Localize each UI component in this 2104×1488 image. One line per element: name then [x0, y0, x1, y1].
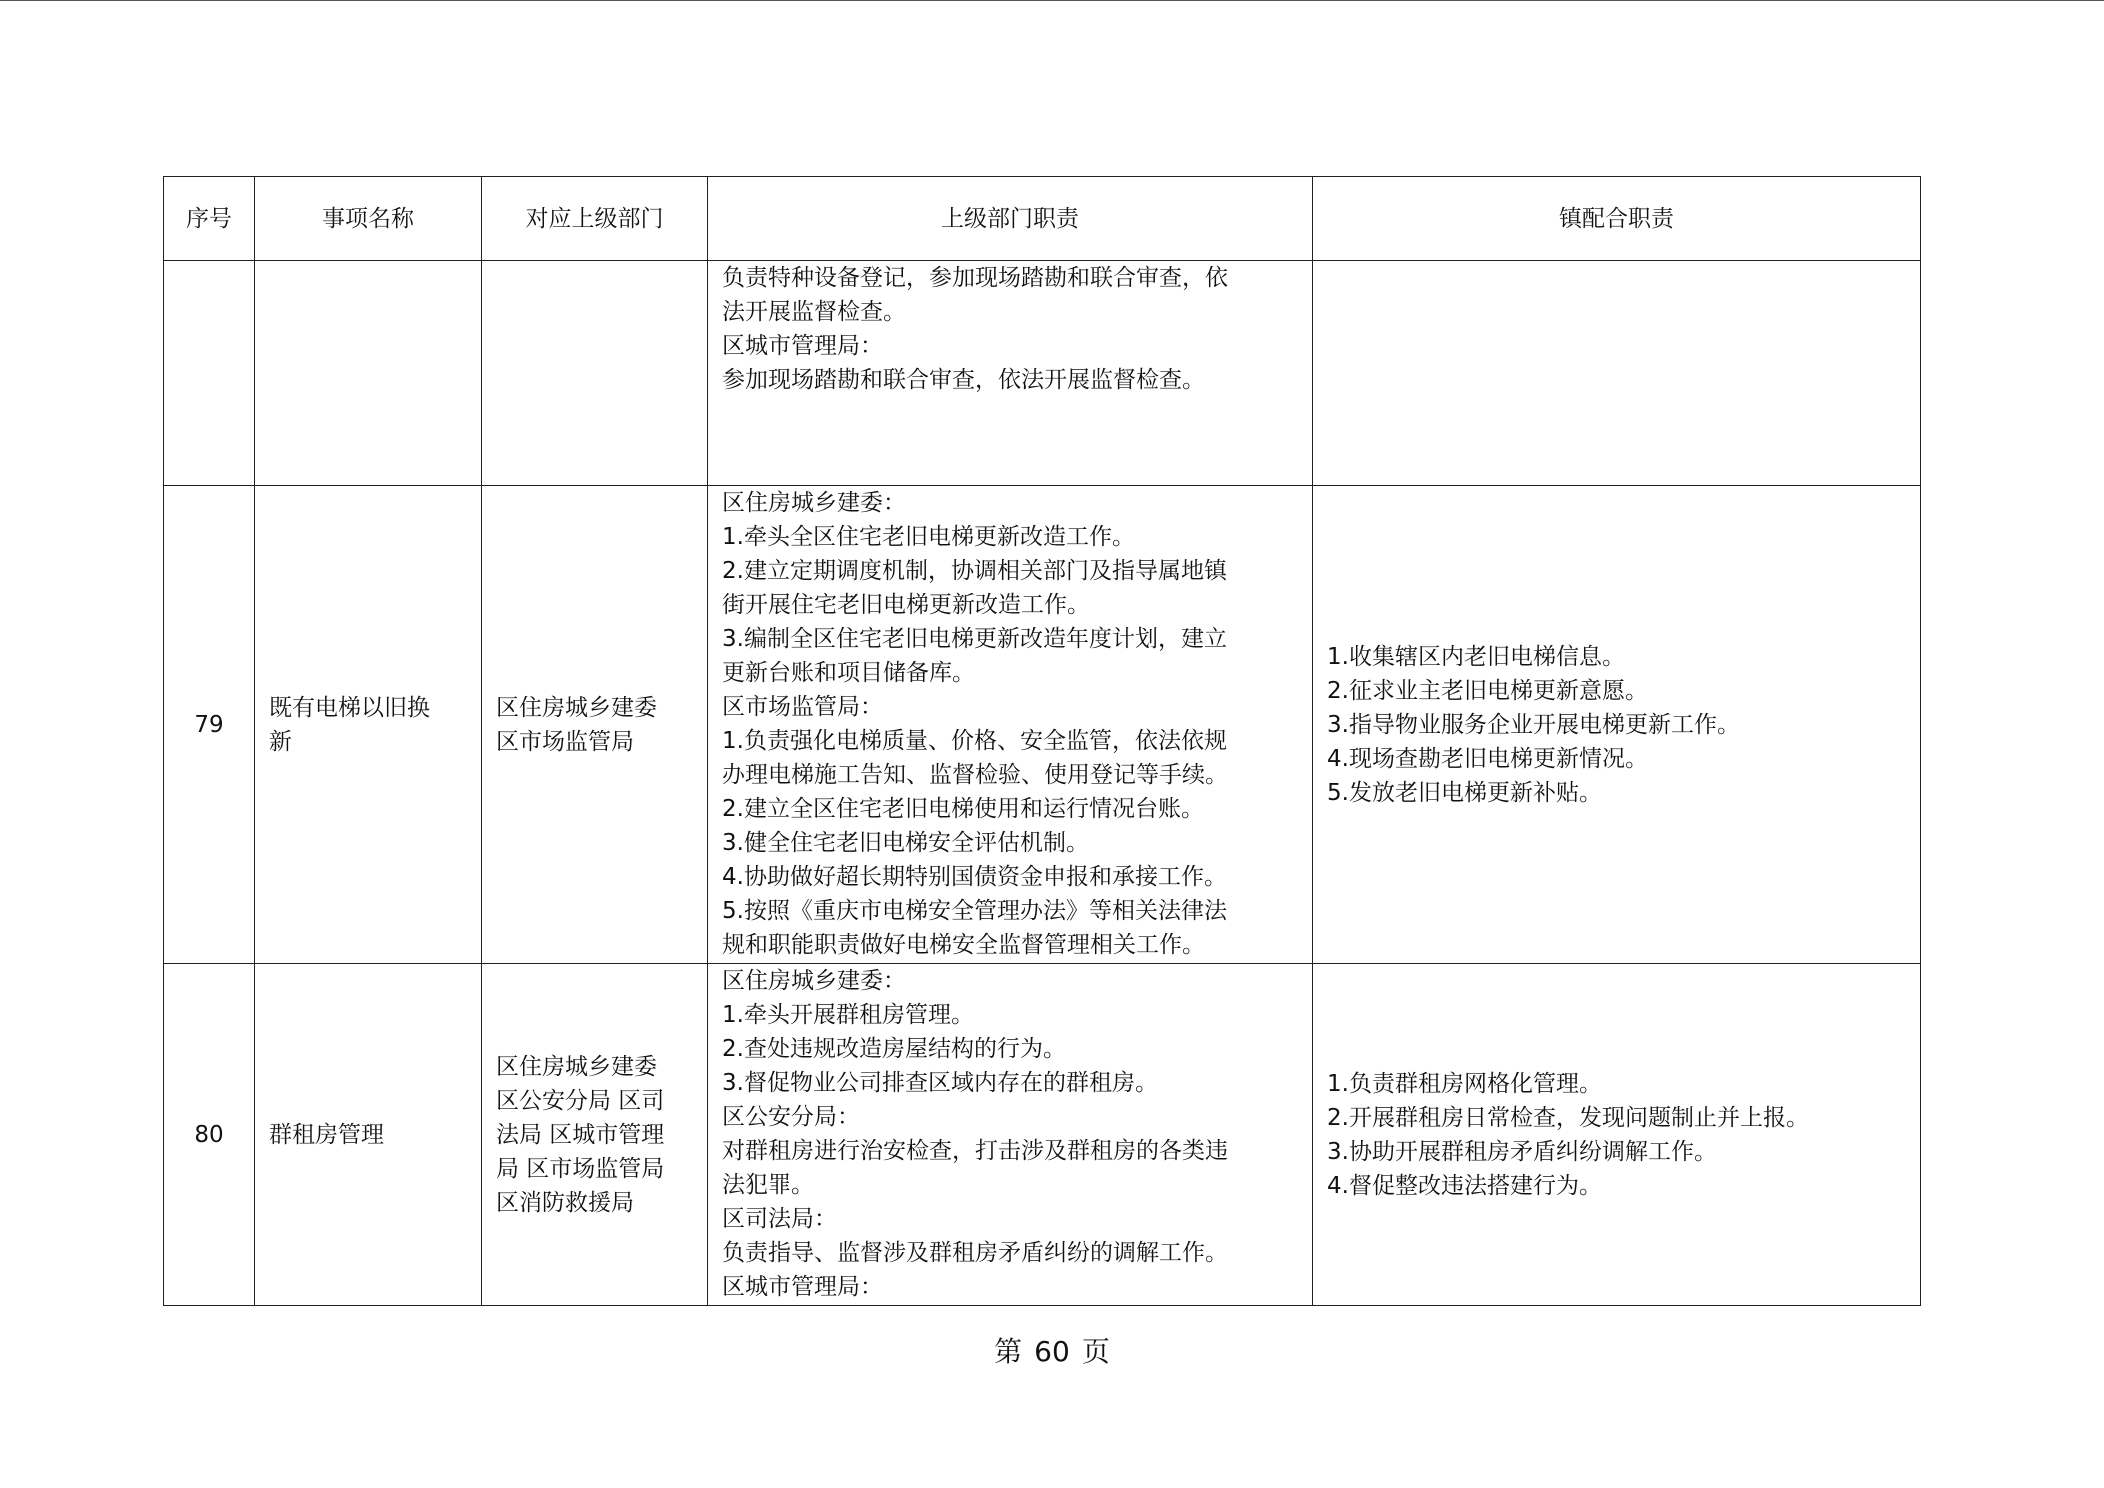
page-number — [0, 1332, 2104, 1372]
superior-duty-line: 1.负责强化电梯质量、价格、安全监管，依法依规 — [722, 728, 1227, 754]
superior-duty-line: 办理电梯施工告知、监督检验、使用登记等手续。 — [722, 762, 1228, 788]
item-name-cell — [255, 261, 482, 486]
superior-duty-line: 法开展监督检查。 — [722, 299, 906, 325]
superior-dept-cell — [482, 486, 708, 964]
superior-duty-line: 3.督促物业公司排查区域内存在的群租房。 — [722, 1070, 1158, 1096]
header-dept: 对应上级部门 — [482, 177, 708, 261]
town-duty-line: 3.指导物业服务企业开展电梯更新工作。 — [1327, 711, 1740, 738]
top-border-line — [0, 0, 2104, 1]
superior-duty-cell — [708, 964, 1313, 1306]
superior-duty-line: 3.健全住宅老旧电梯安全评估机制。 — [722, 830, 1089, 856]
table-row-79 — [164, 486, 1921, 964]
superior-dept-line: 区住房城乡建委 — [496, 694, 657, 721]
superior-duty-line: 对群租房进行治安检查，打击涉及群租房的各类违 — [722, 1138, 1228, 1164]
header-name: 事项名称 — [255, 177, 482, 261]
town-duty-line: 1.收集辖区内老旧电梯信息。 — [1327, 643, 1625, 670]
superior-duty-cell — [708, 261, 1313, 486]
town-duty-line: 4.督促整改违法搭建行为。 — [1327, 1172, 1602, 1199]
superior-dept-line: 区公安分局 区司 — [496, 1087, 665, 1114]
item-number-cell: 80 — [164, 964, 255, 1306]
superior-duty-line: 区司法局： — [722, 1206, 837, 1232]
town-duty-line: 2.开展群租房日常检查，发现问题制止并上报。 — [1327, 1104, 1809, 1131]
superior-duty-line: 4.协助做好超长期特别国债资金申报和承接工作。 — [722, 864, 1227, 890]
superior-duty-line: 更新台账和项目储备库。 — [722, 660, 975, 686]
superior-duty-line: 法犯罪。 — [722, 1172, 814, 1198]
item-number-cell — [164, 261, 255, 486]
superior-duty-line: 2.查处违规改造房屋结构的行为。 — [722, 1036, 1066, 1062]
page-suffix: 页 — [1081, 1335, 1110, 1368]
superior-duty-line: 参加现场踏勘和联合审查，依法开展监督检查。 — [722, 367, 1205, 393]
superior-dept-line: 区市场监管局 — [496, 728, 634, 755]
superior-dept-line: 区住房城乡建委 — [496, 1053, 657, 1080]
town-duty-line: 2.征求业主老旧电梯更新意愿。 — [1327, 677, 1648, 704]
town-duty-line: 4.现场查勘老旧电梯更新情况。 — [1327, 745, 1648, 772]
superior-duty-line: 1.牵头全区住宅老旧电梯更新改造工作。 — [722, 524, 1135, 550]
table-body — [164, 261, 1921, 1306]
superior-duty-line: 区住房城乡建委： — [722, 490, 906, 516]
superior-dept-line: 法局 区城市管理 — [496, 1121, 665, 1148]
item-name-line: 群租房管理 — [269, 1121, 384, 1148]
item-name-cell — [255, 486, 482, 964]
header-town: 镇配合职责 — [1313, 177, 1921, 261]
superior-duty-line: 负责指导、监督涉及群租房矛盾纠纷的调解工作。 — [722, 1240, 1228, 1266]
superior-duty-line: 2.建立定期调度机制，协调相关部门及指导属地镇 — [722, 558, 1227, 584]
superior-dept-cell — [482, 964, 708, 1306]
header-no: 序号 — [164, 177, 255, 261]
responsibility-table — [163, 176, 1921, 1306]
superior-duty-line: 负责特种设备登记，参加现场踏勘和联合审查，依 — [722, 265, 1228, 291]
header-duty: 上级部门职责 — [708, 177, 1313, 261]
town-duty-line: 5.发放老旧电梯更新补贴。 — [1327, 779, 1602, 806]
superior-duty-line: 规和职能职责做好电梯安全监督管理相关工作。 — [722, 932, 1205, 958]
superior-duty-line: 2.建立全区住宅老旧电梯使用和运行情况台账。 — [722, 796, 1204, 822]
table-row-80 — [164, 964, 1921, 1306]
town-duty-cell — [1313, 486, 1921, 964]
superior-duty-line: 区公安分局： — [722, 1104, 860, 1130]
superior-duty-line: 区城市管理局： — [722, 1274, 883, 1300]
table-header-row — [164, 177, 1921, 261]
town-duty-cell — [1313, 964, 1921, 1306]
superior-duty-cell — [708, 486, 1313, 964]
superior-duty-line: 3.编制全区住宅老旧电梯更新改造年度计划，建立 — [722, 626, 1227, 652]
superior-duty-line: 5.按照《重庆市电梯安全管理办法》等相关法律法 — [722, 898, 1227, 924]
town-duty-line: 3.协助开展群租房矛盾纠纷调解工作。 — [1327, 1138, 1717, 1165]
item-name-line: 既有电梯以旧换 — [269, 694, 430, 721]
superior-duty-line: 区城市管理局： — [722, 333, 883, 359]
page-number-value: 60 — [1034, 1335, 1070, 1368]
superior-dept-line: 局 区市场监管局 — [496, 1155, 665, 1182]
superior-duty-line: 街开展住宅老旧电梯更新改造工作。 — [722, 592, 1090, 618]
superior-duty-line: 区市场监管局： — [722, 694, 883, 720]
superior-dept-cell — [482, 261, 708, 486]
town-duty-line: 1.负责群租房网格化管理。 — [1327, 1070, 1602, 1097]
table-row-continued — [164, 261, 1921, 486]
item-name-cell — [255, 964, 482, 1306]
page-prefix: 第 — [994, 1335, 1023, 1368]
superior-dept-line: 区消防救援局 — [496, 1189, 634, 1216]
item-number-cell: 79 — [164, 486, 255, 964]
superior-duty-line: 区住房城乡建委： — [722, 968, 906, 994]
item-name-line: 新 — [269, 728, 292, 755]
town-duty-cell — [1313, 261, 1921, 486]
superior-duty-line: 1.牵头开展群租房管理。 — [722, 1002, 974, 1028]
